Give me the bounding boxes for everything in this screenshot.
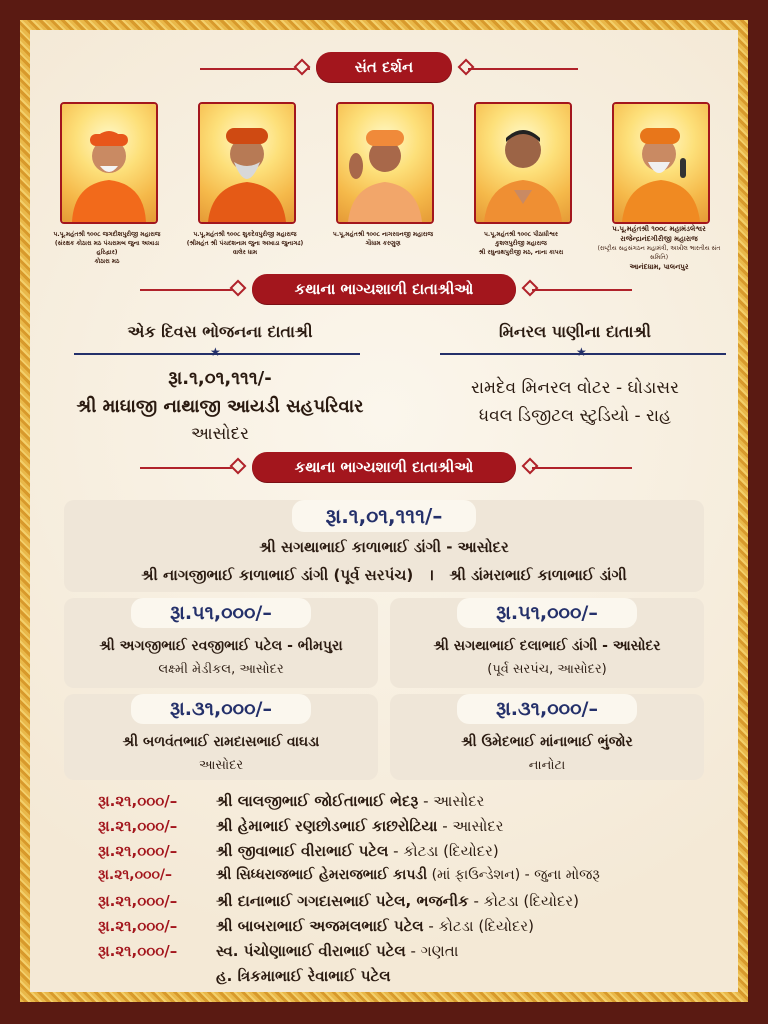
- saint-photo-5: [612, 102, 710, 224]
- saint-subtitle-1: (સંરક્ષક કોઠારા મઠ પંચરામબ જુના અખાડા હરિદ્વાર): [54, 240, 160, 256]
- saint-figure-5: [614, 104, 708, 222]
- saint-figure-2: [200, 104, 294, 222]
- list-item: [98, 867, 600, 883]
- donor-card-2-amount: રૂા.૫૧,૦૦૦/–: [457, 598, 637, 628]
- left-divider-star-icon: ★: [210, 345, 221, 359]
- donor-card-4-amount: રૂા.૩૧,૦૦૦/–: [457, 694, 637, 724]
- saint-caption-5: [588, 224, 730, 272]
- saint-name-4: પ.પૂ.મહંતશ્રી ૧૦૦૮ પીઠાધીશ્વર: [484, 231, 558, 238]
- left-donor-amount: રૂા.૧,૦૧,૧૧૧/-: [168, 368, 272, 389]
- list-item-amount: રૂા.૨૧,૦૦૦/–: [98, 942, 178, 960]
- list-item: [98, 792, 484, 810]
- ornament-line-s2-left: [140, 467, 240, 469]
- saint-caption-3: [320, 230, 446, 248]
- donor-card-1-amount: રૂા.૫૧,૦૦૦/–: [131, 598, 311, 628]
- top-card-amount: રૂા.૧,૦૧,૧૧૧/–: [292, 500, 476, 532]
- saint-name-2: પ.પૂ.મહંતશ્રી ૧૦૦૮ શુકદેવપુરીજી મહારાજ: [193, 231, 297, 238]
- list-item-name: શ્રી લાલજીભાઈ જોઈતાભાઈ ભેદરૂ: [216, 792, 419, 810]
- section1-title: કથાના ભાગ્યશાળી દાતાશ્રીઓ: [252, 274, 516, 304]
- saint-place-2: વાલેર ધામ: [232, 249, 258, 256]
- list-item-place: - કોટડા (દિયોદર): [388, 842, 499, 860]
- list-item-amount: રૂા.૨૧,૦૦૦/–: [98, 817, 178, 835]
- donor-card-4-line1: શ્રી ઉમેદભાઈ માંનાભાઈ ભુંજોર: [461, 734, 633, 750]
- left-donor-place: આસોદર: [191, 424, 249, 444]
- right-divider-star-icon: ★: [576, 345, 587, 359]
- donor-card-3-line1: શ્રી બળવંતભાઈ રામદાસભાઈ વાઘડા: [122, 734, 320, 750]
- saint-photo-3: [336, 102, 434, 224]
- list-item-amount: રૂા.૨૧,૦૦૦/–: [98, 792, 178, 810]
- saint-figure-4: [476, 104, 570, 222]
- saint-name-5: પ.પૂ.મહંતશ્રી ૧૦૦૮ મહામંડલેશ્વર: [612, 225, 706, 233]
- saints-header: સંત દર્શન: [316, 52, 452, 82]
- list-item-name: શ્રી સિધ્ધરાજભાઈ હેમરાજભાઈ કાપડી: [216, 867, 428, 883]
- ornament-line-s1-left: [140, 289, 240, 291]
- saint-name-3: પ.પૂ.મહંતશ્રી ૧૦૦૮ નાગરવનજી મહારાજ: [332, 231, 434, 238]
- ornament-line-right: [468, 68, 578, 70]
- list-item-name: શ્રી જીવાભાઈ વીરાભાઈ પટેલ: [216, 842, 389, 860]
- top-card-line2: [64, 565, 704, 585]
- top-card-donor-b: શ્રી ડાંમરાભાઈ કાળાભાઈ ડાંગી: [449, 566, 627, 584]
- list-item-place: (માં ફાઉન્ડેશન) - જુના મોજરૂ: [427, 867, 600, 883]
- top-card-separator: ।: [428, 566, 435, 584]
- ornament-line-s2-right: [532, 467, 632, 469]
- saint-figure-3: [338, 104, 432, 222]
- list-item-name: હ. ત્રિકમાભાઈ રેવાભાઈ પટેલ: [216, 967, 391, 985]
- donor-card-2-line1: શ્રી સગથાભાઈ દલાભાઈ ડાંગી - આસોદર: [433, 638, 661, 654]
- saint-caption-1: [44, 230, 170, 266]
- list-item-place: - કોટડા (દિયોદર): [423, 917, 534, 935]
- list-item-name: શ્રી દાનાભાઈ ગગદાસભાઈ પટેલ, ભજનીક: [216, 892, 469, 910]
- donor-card-1-line1: શ્રી અગજીભાઈ રવજીભાઈ પટેલ - ભીમપુરા: [99, 638, 343, 654]
- donor-card-2-line2: (પૂર્વ સરપંચ, આસોદર): [487, 662, 607, 677]
- saint-photo-2: [198, 102, 296, 224]
- donor-card-3-amount: રૂા.૩૧,૦૦૦/–: [131, 694, 311, 724]
- ornament-line-left: [200, 68, 310, 70]
- list-item: [98, 942, 458, 960]
- list-item-name: સ્વ. પંચોણાભાઈ વીરાભાઈ પટેલ: [216, 942, 406, 960]
- saint-place-1: કોઠારા મઠ: [94, 258, 120, 265]
- left-donor-heading: એક દિવસ ભોજનના દાતાશ્રી: [127, 322, 313, 341]
- list-item: [98, 892, 579, 910]
- saint-caption-4: [458, 230, 584, 257]
- saint-subtitle-3: ગૌધામ કરણુણ: [365, 240, 401, 247]
- list-item-place: - કોટડા (દિયોદર): [468, 892, 580, 910]
- list-item-place: - ગણતા: [405, 942, 459, 960]
- list-item-amount: રૂા.૨૧,૦૦૦/–: [98, 842, 178, 860]
- saint-subtitle-5: રાજેન્દ્રાનંદગીરીજી મહારાજ: [620, 235, 698, 243]
- list-item-amount: રૂા.૨૧,૦૦૦/–: [98, 892, 178, 910]
- list-item-amount: રૂા.૨૧,૦૦૦/–: [98, 917, 178, 935]
- ornament-line-s1-right: [532, 289, 632, 291]
- list-item-place: - આસોદર: [437, 817, 504, 835]
- saint-subtitle-2: (શ્રીમહંત શ્રી પંચદશનામ જુના અખાડા જુનાગઢ): [186, 240, 304, 247]
- saint-place-5: (રાષ્ટ્રીય સહસંગઠન મહામંત્રી, અખીલ ભારતીય સંત સમિતિ): [597, 245, 721, 261]
- saint-photo-1: [60, 102, 158, 224]
- donor-card-1-line2: લક્ષ્મી મેડીકલ, આસોદર: [158, 662, 284, 677]
- list-item-name: શ્રી હેમાભાઈ રણછોડભાઈ કાછરોટિયા: [216, 817, 438, 835]
- list-item: [98, 842, 499, 860]
- section2-title: કથાના ભાગ્યશાળી દાતાશ્રીઓ: [252, 452, 516, 482]
- donor-card-3-line2: આસોદર: [198, 758, 244, 773]
- top-card-line1: શ્રી સગથાભાઈ કાળાભાઈ ડાંગી - આસોદર: [259, 538, 509, 556]
- saint-caption-2: [182, 230, 308, 257]
- list-item-name: શ્રી બાબરાભાઈ અજમલભાઈ પટેલ: [216, 917, 424, 935]
- saint-subtitle-4: કુશલપુરીજી મહારાજ: [495, 240, 547, 247]
- left-donor-name: શ્રી માઘાજી નાથાજી આયડી સહપરિવાર: [76, 396, 364, 417]
- saint-place-4: શ્રી રઘુનાથપુરીજી મઠ, નાના કાપરા: [478, 249, 564, 256]
- list-item: [98, 967, 391, 985]
- saint-place2-5: આનંદધામ, પાલનપુર: [629, 263, 689, 271]
- list-item: [98, 817, 504, 835]
- donor-card-4-line2: નાનોટા: [528, 758, 566, 773]
- list-item: [98, 917, 534, 935]
- right-donor-heading: મિનરલ પાણીના દાતાશ્રી: [498, 322, 652, 341]
- saint-photo-4: [474, 102, 572, 224]
- saint-name-1: પ.પૂ.મહંતશ્રી ૧૦૦૮ જગદીશપુરીજી મહારાજ: [53, 231, 161, 238]
- saint-figure-1: [62, 104, 156, 222]
- right-donor-line1: રામદેવ મિનરલ વોટર - ઘોડાસર: [471, 378, 679, 398]
- list-item-place: - આસોદર: [418, 792, 485, 810]
- list-item-amount: રૂા.૨૧,૦૦૦/–: [98, 867, 172, 883]
- right-donor-line2: ધવલ ડિજીટલ સ્ટુડિયો - રાહ: [478, 406, 672, 426]
- top-card-donor-a: શ્રી નાગજીભાઈ કાળાભાઈ ડાંગી (પૂર્વ સરપંચ): [141, 566, 414, 584]
